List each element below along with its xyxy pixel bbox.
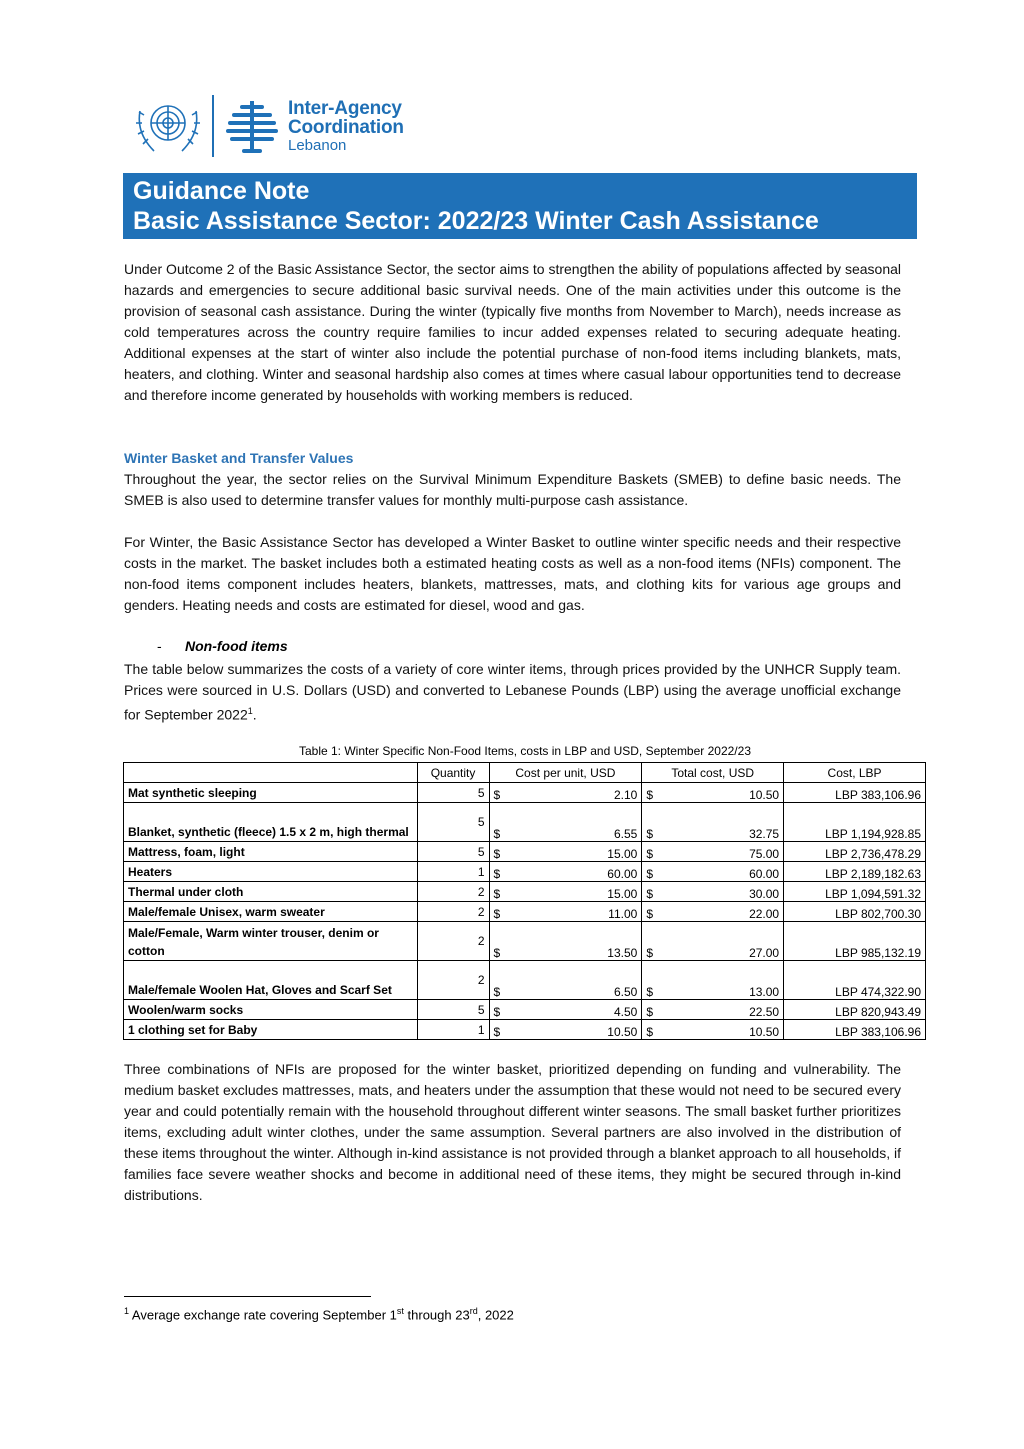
- item-unit-cost: [489, 882, 642, 902]
- item-quantity: 2: [417, 902, 489, 922]
- table-row: [124, 922, 926, 961]
- item-cost-lbp: LBP 383,106.96: [784, 1020, 926, 1040]
- item-cost-lbp: LBP 820,943.49: [784, 1000, 926, 1020]
- currency-symbol: $: [493, 867, 501, 881]
- intro-paragraph: Under Outcome 2 of the Basic Assistance Sector, the sector aims to strengthen the ability of populations affected by seasonal hazards and emergencies to secure additional basic survival needs. One of the main activities under this outcome is the provision of seasonal cash assistance. During the winter (typically five months from November to March), needs increase as cold temperatures across the country require families to incur added expenses related to securing adequate heating. Additional expenses at the start of winter also include the potential purchase of non-food items including blankets, mats, heaters, and clothing. Winter and seasonal hardship also comes at times where casual labour opportunities tend to decrease and therefore income generated by households with working members is reduced.: [124, 261, 901, 403]
- item-unit-cost: [489, 961, 642, 1000]
- item-name: Male/female Woolen Hat, Gloves and Scarf Set: [124, 961, 418, 1000]
- total-cost-value: 75.00: [749, 847, 780, 861]
- unit-cost-value: 10.50: [607, 1025, 638, 1039]
- total-cost-value: 30.00: [749, 887, 780, 901]
- footnote-sup-rd: rd: [469, 1306, 478, 1316]
- unit-cost-value: 2.10: [613, 788, 638, 802]
- item-quantity: 2: [417, 922, 489, 961]
- item-unit-cost: [489, 803, 642, 842]
- item-name: Thermal under cloth: [124, 882, 418, 902]
- item-unit-cost: [489, 1000, 642, 1020]
- item-total-cost: [642, 922, 784, 961]
- currency-symbol: $: [493, 788, 501, 802]
- unit-cost-value: 6.50: [613, 985, 638, 999]
- footnote-text-after: , 2022: [477, 1307, 514, 1323]
- item-unit-cost: [489, 902, 642, 922]
- cedar-tree-icon: [224, 95, 280, 157]
- item-name: 1 clothing set for Baby: [124, 1020, 418, 1040]
- title-banner: [123, 173, 917, 239]
- document-type-title: Guidance Note: [133, 177, 310, 205]
- item-name: Woolen/warm socks: [124, 1000, 418, 1020]
- total-cost-value: 27.00: [749, 946, 780, 960]
- item-quantity: 5: [417, 1000, 489, 1020]
- bullet-dash: -: [157, 638, 162, 654]
- currency-symbol: $: [493, 985, 501, 999]
- unit-cost-value: 6.55: [613, 827, 638, 841]
- item-total-cost: [642, 1020, 784, 1040]
- item-cost-lbp: LBP 1,194,928.85: [784, 803, 926, 842]
- header-logos: [132, 93, 404, 159]
- org-name: [288, 99, 404, 153]
- smeb-paragraph: Throughout the year, the sector relies on the Survival Minimum Expenditure Baskets (SMEB) to define basic needs. The SMEB is also used to determine transfer values for monthly multi-purpose cash assistance.: [124, 471, 901, 508]
- item-total-cost: [642, 862, 784, 882]
- item-unit-cost: [489, 842, 642, 862]
- logo-divider: [212, 95, 214, 157]
- item-name: Heaters: [124, 862, 418, 882]
- footnote-text-before: Average exchange rate covering September 1: [129, 1307, 397, 1323]
- footnote-sup-st: st: [396, 1306, 404, 1316]
- unit-cost-value: 4.50: [613, 1005, 638, 1019]
- table-caption: Table 1: Winter Specific Non-Food Items, costs in LBP and USD, September 2022/23: [298, 744, 751, 758]
- item-cost-lbp: LBP 2,189,182.63: [784, 862, 926, 882]
- item-total-cost: [642, 803, 784, 842]
- item-cost-lbp: LBP 1,094,591.32: [784, 882, 926, 902]
- item-quantity: 1: [417, 862, 489, 882]
- currency-symbol: $: [646, 946, 653, 960]
- currency-symbol: $: [646, 887, 653, 901]
- combinations-paragraph: Three combinations of NFIs are proposed for the winter basket, prioritized depending on funding and vulnerability. The medium basket excludes mattresses, mats, and heaters under the assumption that these would not need to be secured every year and could potentially remain with the household throughout different winter seasons. The small basket further prioritizes items, excluding adult winter clothes, under the same assumption. Several partners are also involved in the distribution of these items throughout the winter. Although in-kind assistance is not provided through a blanket approach to all households, if families face severe weather shocks and become in additional need of these items, they might be secured through in-kind distributions.: [124, 1061, 901, 1203]
- item-cost-lbp: LBP 985,132.19: [784, 922, 926, 961]
- currency-symbol: $: [646, 985, 653, 999]
- nfi-bullet: [157, 638, 288, 654]
- item-total-cost: [642, 902, 784, 922]
- table-header-row: [124, 763, 926, 783]
- unit-cost-value: 13.50: [607, 946, 638, 960]
- currency-symbol: $: [646, 907, 653, 921]
- table-row: [124, 902, 926, 922]
- footnote-number: 1: [124, 1306, 130, 1316]
- document-title: Basic Assistance Sector: 2022/23 Winter Cash Assistance: [133, 207, 819, 235]
- table-intro-text: The table below summarizes the costs of a variety of core winter items, through prices provided by the UNHCR Supply team. Prices were sourced in U.S. Dollars (USD) and converted to Lebanese Pounds (LBP) using the average unofficial exchange for September 2022: [124, 661, 901, 723]
- item-name: Male/Female, Warm winter trouser, denim or cotton: [124, 922, 418, 961]
- footnote-text-mid: through 23: [403, 1307, 470, 1323]
- unit-cost-value: 60.00: [607, 867, 638, 881]
- item-cost-lbp: LBP 802,700.30: [784, 902, 926, 922]
- currency-symbol: $: [646, 827, 653, 841]
- item-cost-lbp: LBP 474,322.90: [784, 961, 926, 1000]
- table-row: [124, 783, 926, 803]
- total-cost-value: 22.00: [749, 907, 780, 921]
- item-cost-lbp: LBP 2,736,478.29: [784, 842, 926, 862]
- item-quantity: 2: [417, 882, 489, 902]
- currency-symbol: $: [646, 788, 653, 802]
- total-cost-value: 22.50: [749, 1005, 780, 1019]
- item-unit-cost: [489, 922, 642, 961]
- item-unit-cost: [489, 862, 642, 882]
- currency-symbol: $: [646, 1025, 653, 1039]
- table-intro-end: .: [252, 706, 257, 723]
- table-row: [124, 1000, 926, 1020]
- currency-symbol: $: [493, 946, 501, 960]
- item-quantity: 5: [417, 783, 489, 803]
- org-name-line3: Lebanon: [288, 137, 347, 154]
- section-heading: Winter Basket and Transfer Values: [124, 450, 354, 466]
- item-name: Mattress, foam, light: [124, 842, 418, 862]
- currency-symbol: $: [493, 887, 501, 901]
- total-cost-value: 60.00: [749, 867, 780, 881]
- item-total-cost: [642, 961, 784, 1000]
- item-quantity: 5: [417, 803, 489, 842]
- footnote-divider: [124, 1296, 371, 1297]
- item-name: Male/female Unisex, warm sweater: [124, 902, 418, 922]
- table-row: [124, 842, 926, 862]
- org-name-line2: Coordination: [288, 117, 404, 138]
- total-cost-value: 13.00: [749, 985, 780, 999]
- item-total-cost: [642, 842, 784, 862]
- table-row: [124, 961, 926, 1000]
- item-name: Blanket, synthetic (fleece) 1.5 x 2 m, high thermal: [124, 803, 418, 842]
- item-quantity: 1: [417, 1020, 489, 1040]
- item-total-cost: [642, 882, 784, 902]
- currency-symbol: $: [493, 827, 501, 841]
- item-quantity: 5: [417, 842, 489, 862]
- item-quantity: 2: [417, 961, 489, 1000]
- winter-basket-paragraph: For Winter, the Basic Assistance Sector has developed a Winter Basket to outline winter specific needs and their respective costs in the market. The basket includes both a estimated heating costs as well as a non-food items (NFIs) component. The non-food items component includes heaters, blankets, mattresses, mats, and clothing kits for various age groups and genders. Heating needs and costs are estimated for diesel, wood and gas.: [124, 534, 901, 613]
- header-unit-cost: Cost per unit, USD: [489, 763, 642, 783]
- currency-symbol: $: [493, 847, 501, 861]
- total-cost-value: 10.50: [749, 1025, 780, 1039]
- nfi-cost-table: [123, 762, 926, 1040]
- item-cost-lbp: LBP 383,106.96: [784, 783, 926, 803]
- footnote-ref[interactable]: 1: [247, 706, 253, 716]
- table-intro-paragraph: [124, 659, 901, 726]
- total-cost-value: 32.75: [749, 827, 780, 841]
- currency-symbol: $: [646, 1005, 653, 1019]
- item-total-cost: [642, 1000, 784, 1020]
- currency-symbol: $: [493, 907, 501, 921]
- footnote: [124, 1306, 514, 1322]
- header-item: [124, 763, 418, 783]
- unit-cost-value: 15.00: [607, 847, 638, 861]
- currency-symbol: $: [646, 847, 653, 861]
- un-emblem-icon: [132, 93, 204, 159]
- table-row: [124, 1020, 926, 1040]
- total-cost-value: 10.50: [749, 788, 780, 802]
- currency-symbol: $: [493, 1025, 501, 1039]
- unit-cost-value: 15.00: [607, 887, 638, 901]
- unit-cost-value: 11.00: [608, 907, 638, 921]
- table-row: [124, 882, 926, 902]
- item-name: Mat synthetic sleeping: [124, 783, 418, 803]
- nfi-bullet-title: Non-food items: [185, 638, 288, 654]
- header-cost-lbp: Cost, LBP: [784, 763, 926, 783]
- table-row: [124, 803, 926, 842]
- item-unit-cost: [489, 1020, 642, 1040]
- table-row: [124, 862, 926, 882]
- org-name-line1: Inter-Agency: [288, 98, 402, 119]
- currency-symbol: $: [493, 1005, 501, 1019]
- currency-symbol: $: [646, 867, 653, 881]
- header-total-cost: Total cost, USD: [642, 763, 784, 783]
- header-quantity: Quantity: [417, 763, 489, 783]
- item-total-cost: [642, 783, 784, 803]
- item-unit-cost: [489, 783, 642, 803]
